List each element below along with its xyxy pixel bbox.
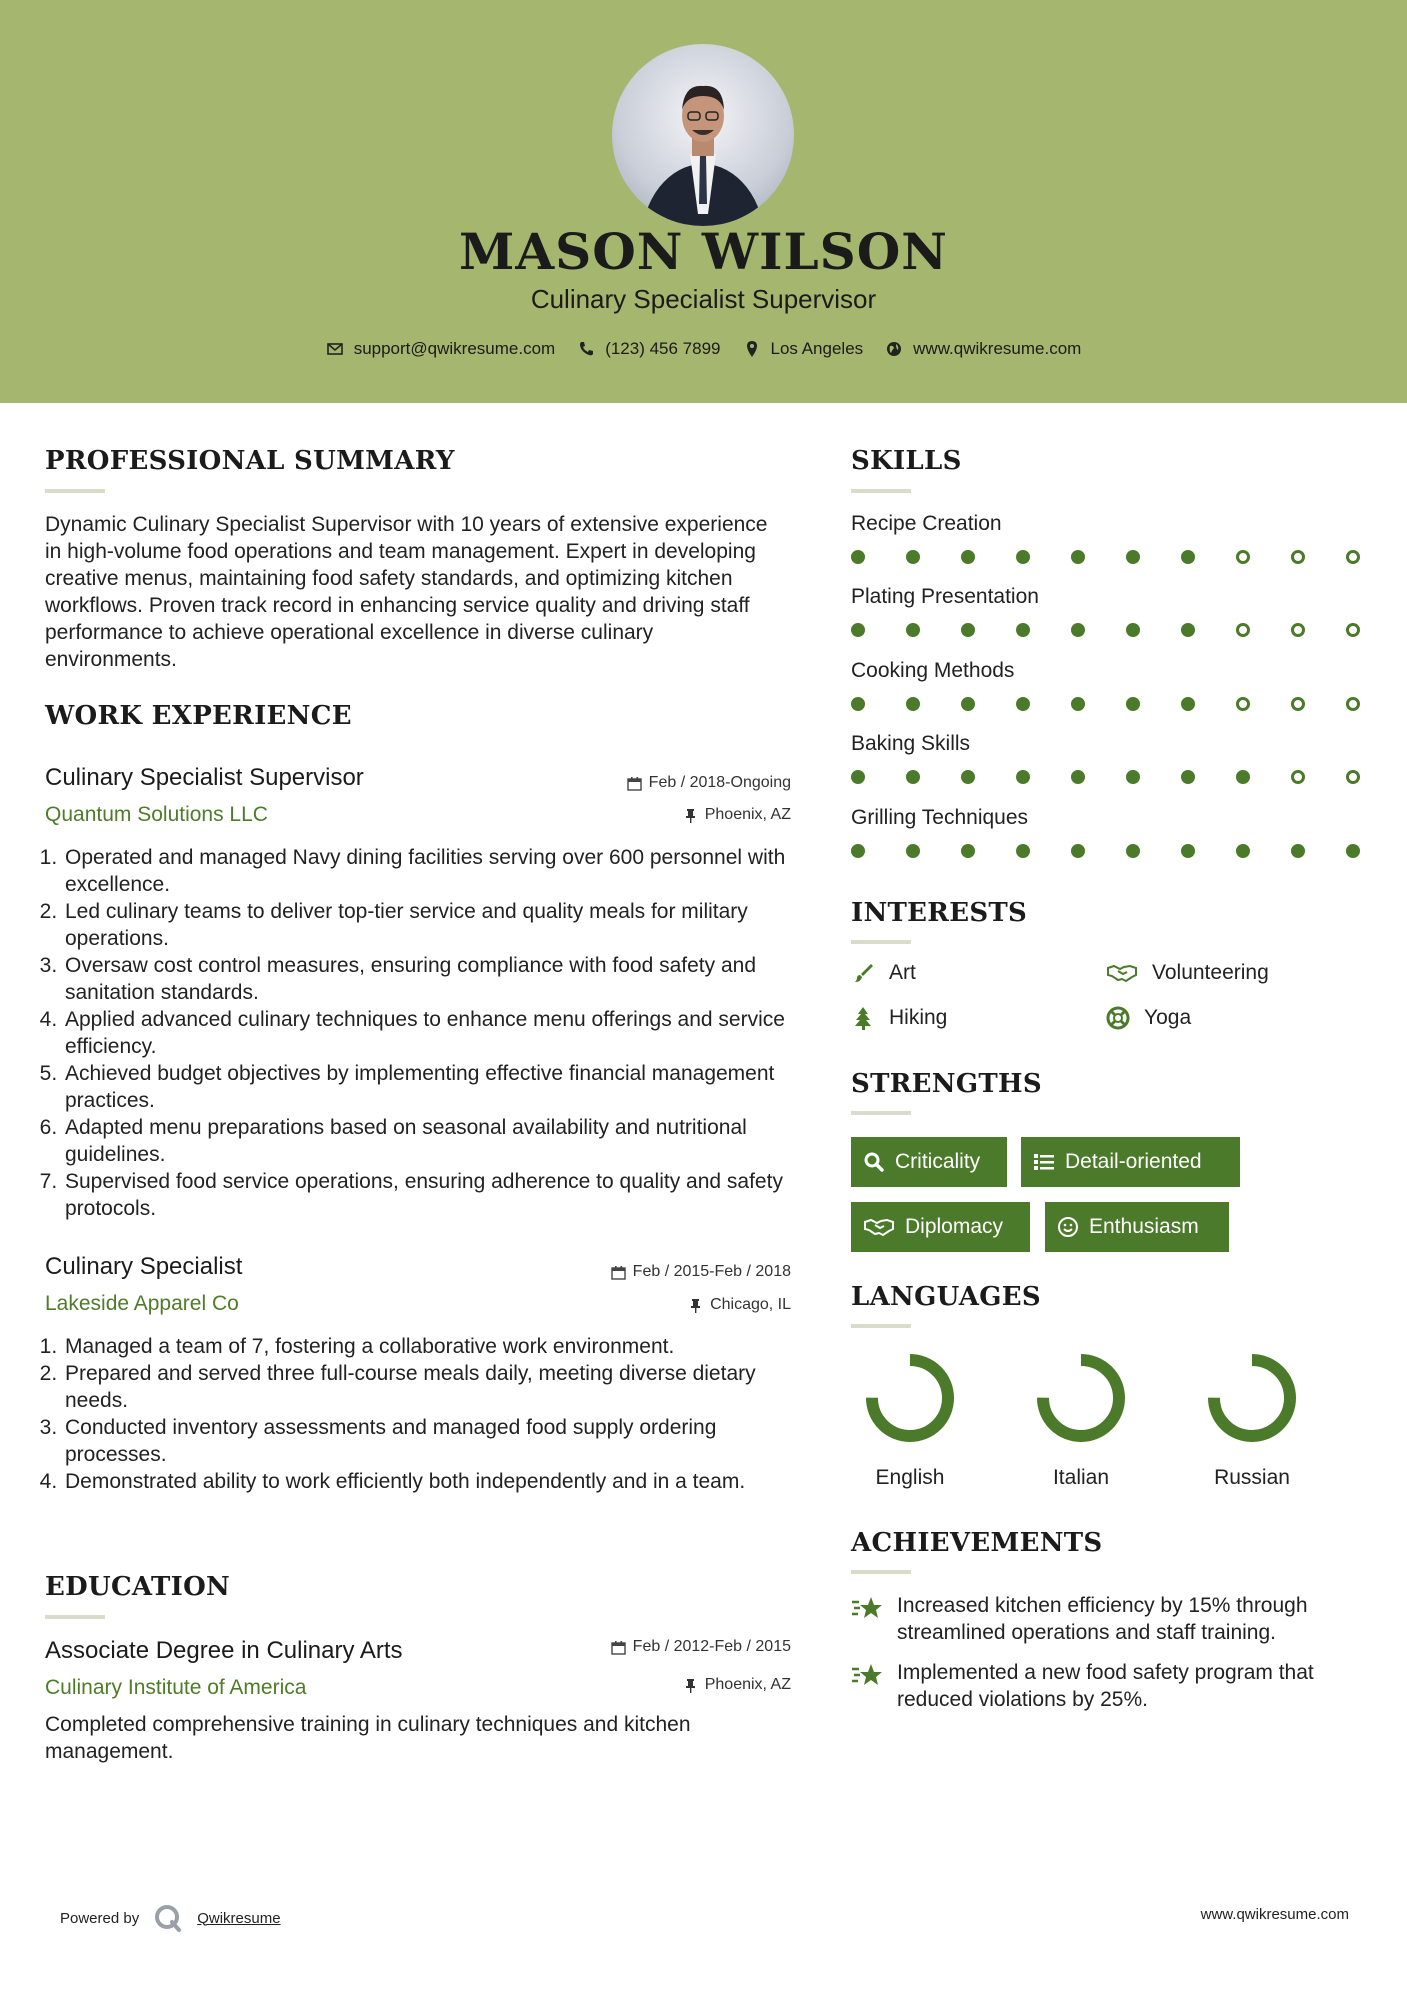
- language-item: [1016, 1350, 1146, 1490]
- powered-by-label: Powered by: [60, 1909, 140, 1927]
- skill-rating: [851, 550, 1401, 564]
- contact-website-text: www.qwikresume.com: [913, 339, 1082, 358]
- skill-dot-filled: [906, 770, 920, 784]
- language-name: Russian: [1214, 1466, 1290, 1489]
- skill-name: Cooking Methods: [851, 659, 1015, 682]
- job-title: Culinary Specialist: [45, 1253, 243, 1280]
- summary-heading: PROFESSIONAL SUMMARY: [45, 446, 455, 476]
- summary-text: Dynamic Culinary Specialist Supervisor with 10 years of extensive experience in high-volume food operations and team management. Expert in developing creative menus, maintaining food safety standards, and optimizing kitchen workflows. Proven track record in enhancing service quality and driving staff performance to achieve operational excellence in diverse culinary environments.: [45, 513, 768, 671]
- skill-dot-filled: [851, 623, 865, 637]
- list-icon: [1033, 1151, 1055, 1173]
- skill-dot-empty: [1346, 697, 1360, 711]
- job-location-text: Chicago, IL: [710, 1296, 791, 1313]
- achievements-heading: ACHIEVEMENTS: [851, 1528, 1103, 1558]
- experience-heading: WORK EXPERIENCE: [45, 701, 352, 731]
- brand-link[interactable]: Qwikresume: [197, 1909, 281, 1927]
- company-name: Lakeside Apparel Co: [45, 1292, 239, 1315]
- skill-dot-filled: [1346, 844, 1360, 858]
- tree-icon: [851, 1006, 875, 1030]
- skill-dot-filled: [1071, 550, 1085, 564]
- skill-name: Grilling Techniques: [851, 806, 1029, 829]
- skill-dot-filled: [1016, 550, 1030, 564]
- skill-dot-empty: [1346, 770, 1360, 784]
- skill-dot-filled: [1126, 697, 1140, 711]
- calendar-icon: [627, 776, 642, 791]
- skill-dot-filled: [1126, 770, 1140, 784]
- skill-dot-filled: [1291, 844, 1305, 858]
- achievement-text: Implemented a new food safety program that reduced violations by 25%.: [897, 1661, 1314, 1711]
- skill-dot-filled: [906, 550, 920, 564]
- skill-dot-filled: [961, 697, 975, 711]
- contact-location-text: Los Angeles: [770, 339, 864, 358]
- pushpin-icon: [683, 1678, 698, 1693]
- section-divider: [851, 1324, 911, 1328]
- language-item: [1187, 1350, 1317, 1490]
- language-level-ring: [862, 1350, 958, 1446]
- contact-location: [743, 339, 864, 359]
- skill-dot-filled: [1016, 844, 1030, 858]
- duty-item: 6. Adapted menu preparations based on seasonal availability and nutritional guidelines.: [63, 1114, 798, 1168]
- skill-dot-filled: [961, 844, 975, 858]
- section-divider: [851, 489, 911, 493]
- skill-dot-filled: [1181, 844, 1195, 858]
- globe-icon: [885, 340, 903, 358]
- duty-item: 4. Applied advanced culinary techniques to enhance menu offerings and service efficiency.: [63, 1006, 798, 1060]
- skill-dot-filled: [906, 697, 920, 711]
- skill-rating: [851, 770, 1401, 784]
- skill-dot-empty: [1346, 550, 1360, 564]
- skill-rating: [851, 623, 1401, 637]
- strength-chip: [1045, 1202, 1229, 1252]
- section-divider: [45, 489, 105, 493]
- school-name: Culinary Institute of America: [45, 1676, 307, 1699]
- skill-dot-filled: [1016, 770, 1030, 784]
- strength-label: Enthusiasm: [1089, 1215, 1199, 1238]
- strength-label: Detail-oriented: [1065, 1150, 1202, 1173]
- candidate-name: MASON WILSON: [459, 222, 948, 281]
- language-level-arc: [1043, 1360, 1119, 1436]
- skill-dot-filled: [1236, 844, 1250, 858]
- skill-dot-filled: [1071, 844, 1085, 858]
- duty-item: 2. Led culinary teams to deliver top-tier service and quality meals for military operations.: [63, 898, 798, 952]
- education-heading: EDUCATION: [45, 1572, 231, 1602]
- job-dates: [627, 774, 791, 792]
- language-name: Italian: [1052, 1466, 1110, 1489]
- skills-heading: SKILLS: [851, 446, 962, 476]
- duty-item: 3. Conducted inventory assessments and managed food supply ordering processes.: [63, 1414, 808, 1468]
- contact-email[interactable]: [326, 339, 556, 359]
- skill-dot-filled: [1016, 623, 1030, 637]
- skill-name: Plating Presentation: [851, 585, 1039, 608]
- interests-heading: INTERESTS: [851, 898, 1028, 928]
- envelope-icon: [326, 340, 344, 358]
- interest-item: [851, 1006, 947, 1030]
- footer-website[interactable]: www.qwikresume.com: [1200, 1906, 1349, 1923]
- achievement-item: [851, 1592, 1371, 1646]
- language-level-arc: [872, 1360, 948, 1436]
- skill-dot-empty: [1236, 623, 1250, 637]
- avatar: [612, 44, 794, 226]
- skill-dot-filled: [1071, 770, 1085, 784]
- languages-heading: LANGUAGES: [851, 1282, 1041, 1312]
- strength-label: Criticality: [895, 1150, 981, 1173]
- contact-website[interactable]: [885, 339, 1081, 359]
- interest-item: [1106, 1006, 1191, 1030]
- skill-rating: [851, 844, 1401, 858]
- job-dates-text: Feb / 2018-Ongoing: [648, 774, 791, 791]
- footer-brand: [60, 1903, 281, 1933]
- contact-bar: [0, 339, 1407, 359]
- language-item: [845, 1350, 975, 1490]
- job-title: Culinary Specialist Supervisor: [45, 764, 364, 791]
- contact-email-text: support@qwikresume.com: [353, 339, 556, 358]
- handshake-icon: [1106, 961, 1138, 985]
- section-divider: [851, 940, 911, 944]
- duty-item: 1. Operated and managed Navy dining facilities serving over 600 personnel with excellence.: [63, 844, 798, 898]
- achievement-item: [851, 1659, 1371, 1713]
- smile-icon: [1057, 1216, 1079, 1238]
- section-divider: [45, 1615, 105, 1619]
- achievement-text: Increased kitchen efficiency by 15% through streamlined operations and staff training.: [897, 1594, 1308, 1644]
- pushpin-icon: [683, 808, 698, 823]
- language-level-ring: [1204, 1350, 1300, 1446]
- interest-label: Yoga: [1144, 1006, 1192, 1029]
- skill-dot-filled: [851, 844, 865, 858]
- skill-dot-filled: [906, 844, 920, 858]
- skill-dot-filled: [906, 623, 920, 637]
- skill-name: Baking Skills: [851, 732, 971, 755]
- skill-dot-empty: [1291, 550, 1305, 564]
- search-icon: [863, 1151, 885, 1173]
- duty-item: 5. Achieved budget objectives by implementing effective financial management practices.: [63, 1060, 798, 1114]
- strength-chip: [851, 1137, 1007, 1187]
- skill-dot-filled: [851, 770, 865, 784]
- skill-dot-empty: [1291, 770, 1305, 784]
- calendar-icon: [611, 1265, 626, 1280]
- header-banner: [0, 0, 1407, 403]
- interest-label: Art: [889, 961, 916, 984]
- strength-label: Diplomacy: [905, 1215, 1004, 1238]
- skill-dot-filled: [1126, 623, 1140, 637]
- skill-dot-empty: [1291, 623, 1305, 637]
- skill-name: Recipe Creation: [851, 512, 1002, 535]
- skill-dot-filled: [1236, 770, 1250, 784]
- strengths-heading: STRENGTHS: [851, 1069, 1042, 1099]
- skill-dot-filled: [1181, 550, 1195, 564]
- skill-dot-filled: [851, 697, 865, 711]
- job-dates-text: Feb / 2015-Feb / 2018: [632, 1263, 791, 1280]
- interest-item: [851, 961, 916, 985]
- company-name: Quantum Solutions LLC: [45, 803, 268, 826]
- interest-label: Volunteering: [1152, 961, 1269, 984]
- language-name: English: [875, 1466, 945, 1489]
- pushpin-icon: [688, 1298, 703, 1313]
- skill-dot-filled: [851, 550, 865, 564]
- language-level-arc: [1214, 1360, 1290, 1436]
- education-location-text: Phoenix, AZ: [704, 1676, 791, 1693]
- job-location-text: Phoenix, AZ: [704, 806, 791, 823]
- education-dates-text: Feb / 2012-Feb / 2015: [632, 1638, 791, 1655]
- skill-dot-filled: [961, 623, 975, 637]
- education-description: Completed comprehensive training in culinary techniques and kitchen management.: [45, 1713, 691, 1763]
- job-dates: [611, 1263, 791, 1281]
- contact-phone-text: (123) 456 7899: [605, 339, 721, 358]
- education-location: [683, 1676, 791, 1694]
- skill-dot-filled: [1181, 697, 1195, 711]
- handshake-icon: [863, 1216, 895, 1238]
- strength-chip: [851, 1202, 1030, 1252]
- job-location: [688, 1296, 791, 1314]
- qwikresume-logo-icon: [153, 1903, 183, 1933]
- skill-dot-filled: [1181, 623, 1195, 637]
- skill-dot-filled: [1181, 770, 1195, 784]
- lifebuoy-icon: [1106, 1006, 1130, 1030]
- calendar-icon: [611, 1640, 626, 1655]
- star-award-icon: [851, 1594, 885, 1624]
- skill-dot-filled: [961, 550, 975, 564]
- duty-item: 4. Demonstrated ability to work efficiently both independently and in a team.: [63, 1468, 808, 1495]
- skill-dot-filled: [1016, 697, 1030, 711]
- strength-chip: [1021, 1137, 1240, 1187]
- skill-dot-empty: [1346, 623, 1360, 637]
- skill-dot-filled: [961, 770, 975, 784]
- skill-dot-filled: [1126, 550, 1140, 564]
- skill-dot-empty: [1291, 697, 1305, 711]
- duty-item: 7. Supervised food service operations, ensuring adherence to quality and safety protocols.: [63, 1168, 798, 1222]
- interest-label: Hiking: [889, 1006, 948, 1029]
- skill-rating: [851, 697, 1401, 711]
- skill-dot-filled: [1071, 623, 1085, 637]
- duty-item: 3. Oversaw cost control measures, ensuring compliance with food safety and sanitation standards.: [63, 952, 798, 1006]
- contact-phone[interactable]: [577, 339, 720, 359]
- job-location: [683, 806, 791, 824]
- phone-icon: [577, 340, 595, 358]
- section-divider: [851, 1570, 911, 1574]
- skill-dot-empty: [1236, 697, 1250, 711]
- candidate-role: Culinary Specialist Supervisor: [530, 284, 877, 314]
- skill-dot-filled: [1126, 844, 1140, 858]
- star-award-icon: [851, 1661, 885, 1691]
- duty-item: 1. Managed a team of 7, fostering a collaborative work environment.: [63, 1333, 808, 1360]
- education-dates: [611, 1638, 791, 1656]
- job-duties-list: [45, 844, 798, 1222]
- skill-dot-filled: [1071, 697, 1085, 711]
- language-level-ring: [1033, 1350, 1129, 1446]
- degree-title: Associate Degree in Culinary Arts: [45, 1637, 403, 1664]
- paintbrush-icon: [851, 961, 875, 985]
- section-divider: [851, 1111, 911, 1115]
- job-duties-list: [45, 1333, 808, 1495]
- map-pin-icon: [743, 340, 761, 358]
- skill-dot-empty: [1236, 550, 1250, 564]
- interest-item: [1106, 961, 1269, 985]
- duty-item: 2. Prepared and served three full-course meals daily, meeting diverse dietary needs.: [63, 1360, 808, 1414]
